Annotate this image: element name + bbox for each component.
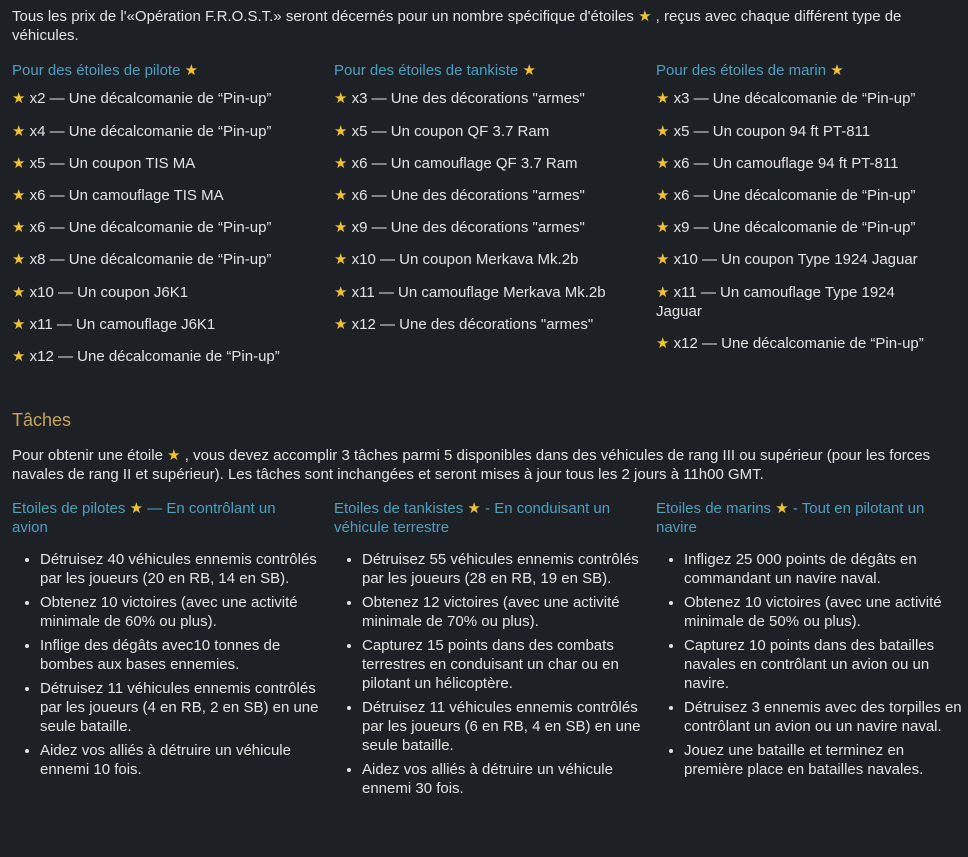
- intro-text: Tous les prix de l'«Opération F.R.O.S.T.» seront décernés pour un nombre spécifique d'étoiles ★ , reçus avec chaque différent type de véhicules.: [12, 8, 902, 44]
- star-icon: ★: [12, 316, 26, 333]
- pilot-prizes-heading: Pour des étoiles de pilote ★: [12, 62, 199, 79]
- prize-item: ★ x8 — Une décalcomanie de “Pin-up”: [12, 251, 272, 268]
- prize-item: ★ x12 — Une décalcomanie de “Pin-up”: [12, 348, 280, 365]
- navy-prizes: [656, 61, 956, 352]
- prize-item: ★ x2 — Une décalcomanie de “Pin-up”: [12, 90, 272, 107]
- list-item: • Détruisez 3 ennemis avec des torpilles en contrôlant un avion ou un navire naval.: [684, 698, 964, 736]
- star-icon: ★: [334, 155, 348, 172]
- pilot-tasks-list: [12, 550, 320, 784]
- star-icon: ★: [334, 316, 348, 333]
- prize-item: ★ x12 — Une décalcomanie de “Pin-up”: [656, 335, 924, 352]
- prize-item: ★ x10 — Un coupon J6K1: [12, 284, 189, 301]
- star-icon: ★: [334, 123, 348, 140]
- list-item: • Détruisez 11 véhicules ennemis contrôlés par les joueurs (6 en RB, 4 en SB) en une seule bataille.: [362, 698, 642, 755]
- prize-item: ★ x6 — Un camouflage QF 3.7 Ram: [334, 155, 578, 172]
- list-item: • Obtenez 10 victoires (avec une activité minimale de 50% ou plus).: [684, 593, 964, 631]
- tank-prizes-heading: Pour des étoiles de tankiste ★: [334, 62, 536, 79]
- star-icon: ★: [12, 155, 26, 172]
- star-icon: ★: [656, 251, 670, 268]
- prize-item: ★ x5 — Un coupon TIS MA: [12, 155, 196, 172]
- prize-item: ★ x11 — Un camouflage J6K1: [12, 316, 216, 333]
- prize-item: ★ x5 — Un coupon 94 ft PT-811: [656, 123, 871, 140]
- star-icon: ★: [656, 284, 670, 301]
- star-icon: ★: [656, 187, 670, 204]
- list-item: • Inflige des dégâts avec10 tonnes de bombes aux bases ennemies.: [40, 636, 320, 674]
- list-item: • Détruisez 11 véhicules ennemis contrôlés par les joueurs (4 en RB, 2 en SB) en une seule bataille.: [40, 679, 320, 736]
- list-item: • Aidez vos alliés à détruire un véhicule ennemi 10 fois.: [40, 741, 320, 779]
- star-icon: ★: [334, 284, 348, 301]
- star-icon: ★: [656, 90, 670, 107]
- star-icon: ★: [775, 500, 789, 517]
- list-item: • Jouez une bataille et terminez en première place en batailles navales.: [684, 741, 964, 779]
- list-item: • Capturez 15 points dans des combats terrestres en conduisant un char ou en pilotant un hélicoptère.: [362, 636, 642, 693]
- star-icon: ★: [334, 219, 348, 236]
- star-icon: ★: [467, 500, 481, 517]
- tank-prizes: [334, 61, 634, 333]
- prize-item: ★ x3 — Une décalcomanie de “Pin-up”: [656, 90, 916, 107]
- navy-prizes-heading: Pour des étoiles de marin ★: [656, 62, 844, 79]
- star-icon: ★: [12, 90, 26, 107]
- tank-tasks-heading: Etoiles de tankistes ★ - En conduisant un véhicule terrestre: [334, 500, 611, 536]
- star-icon: ★: [12, 251, 26, 268]
- prize-item: ★ x10 — Un coupon Merkava Mk.2b: [334, 251, 579, 268]
- prize-item: ★ x3 — Une des décorations "armes": [334, 90, 585, 107]
- star-icon: ★: [12, 219, 26, 236]
- star-icon: ★: [12, 123, 26, 140]
- star-icon: ★: [830, 62, 844, 79]
- list-item: • Capturez 10 points dans des batailles navales en contrôlant un avion ou un navire.: [684, 636, 964, 693]
- star-icon: ★: [656, 155, 670, 172]
- star-icon: ★: [167, 447, 181, 464]
- list-item: • Aidez vos alliés à détruire un véhicule ennemi 30 fois.: [362, 760, 642, 798]
- prize-item: ★ x6 — Une décalcomanie de “Pin-up”: [656, 187, 916, 204]
- tank-tasks-list: [334, 550, 642, 803]
- pilot-prizes: [12, 61, 312, 365]
- star-icon: ★: [12, 187, 26, 204]
- prize-item: ★ x6 — Un camouflage 94 ft PT-811: [656, 155, 899, 172]
- star-icon: ★: [522, 62, 536, 79]
- tasks-title: Tâches: [12, 410, 72, 430]
- star-icon: ★: [12, 348, 26, 365]
- pilot-tasks-heading: Etoiles de pilotes ★ — En contrôlant un avion: [12, 500, 276, 536]
- prize-item: ★ x9 — Une des décorations "armes": [334, 219, 585, 236]
- star-icon: ★: [334, 90, 348, 107]
- star-icon: ★: [184, 62, 199, 79]
- prize-item: ★ x6 — Une des décorations "armes": [334, 187, 585, 204]
- prize-item: ★ x4 — Une décalcomanie de “Pin-up”: [12, 123, 272, 140]
- list-item: • Infligez 25 000 points de dégâts en commandant un navire naval.: [684, 550, 964, 588]
- list-item: • Détruisez 55 véhicules ennemis contrôlés par les joueurs (28 en RB, 19 en SB).: [362, 550, 642, 588]
- prize-item: ★ x6 — Un camouflage TIS MA: [12, 187, 224, 204]
- prize-item: ★ x11 — Un camouflage Type 1924 Jaguar: [656, 284, 895, 320]
- prize-item: ★ x5 — Un coupon QF 3.7 Ram: [334, 123, 550, 140]
- list-item: • Obtenez 12 victoires (avec une activité minimale de 70% ou plus).: [362, 593, 642, 631]
- star-icon: ★: [638, 8, 652, 25]
- star-icon: ★: [129, 500, 144, 517]
- star-icon: ★: [656, 335, 670, 352]
- star-icon: ★: [334, 187, 348, 204]
- prize-item: ★ x11 — Un camouflage Merkava Mk.2b: [334, 284, 606, 301]
- star-icon: ★: [656, 123, 670, 140]
- tasks-intro: Pour obtenir une étoile ★ , vous devez accomplir 3 tâches parmi 5 disponibles dans des véhicules de rang III ou supérieur (pour les forces navales de rang II et supérieur). Les tâches sont inchangées et seront mises à jour tous les 2 jours à 11h00 GMT.: [12, 447, 931, 483]
- prize-item: ★ x12 — Une des décorations "armes": [334, 316, 594, 333]
- prize-item: ★ x9 — Une décalcomanie de “Pin-up”: [656, 219, 916, 236]
- navy-tasks-heading: Etoiles de marins ★ - Tout en pilotant un navire: [656, 500, 925, 536]
- prize-item: ★ x6 — Une décalcomanie de “Pin-up”: [12, 219, 272, 236]
- prize-item: ★ x10 — Un coupon Type 1924 Jaguar: [656, 251, 918, 268]
- star-icon: ★: [334, 251, 348, 268]
- list-item: • Obtenez 10 victoires (avec une activité minimale de 60% ou plus).: [40, 593, 320, 631]
- star-icon: ★: [12, 284, 26, 301]
- star-icon: ★: [656, 219, 670, 236]
- list-item: • Détruisez 40 véhicules ennemis contrôlés par les joueurs (20 en RB, 14 en SB).: [40, 550, 320, 588]
- navy-tasks-list: [656, 550, 964, 784]
